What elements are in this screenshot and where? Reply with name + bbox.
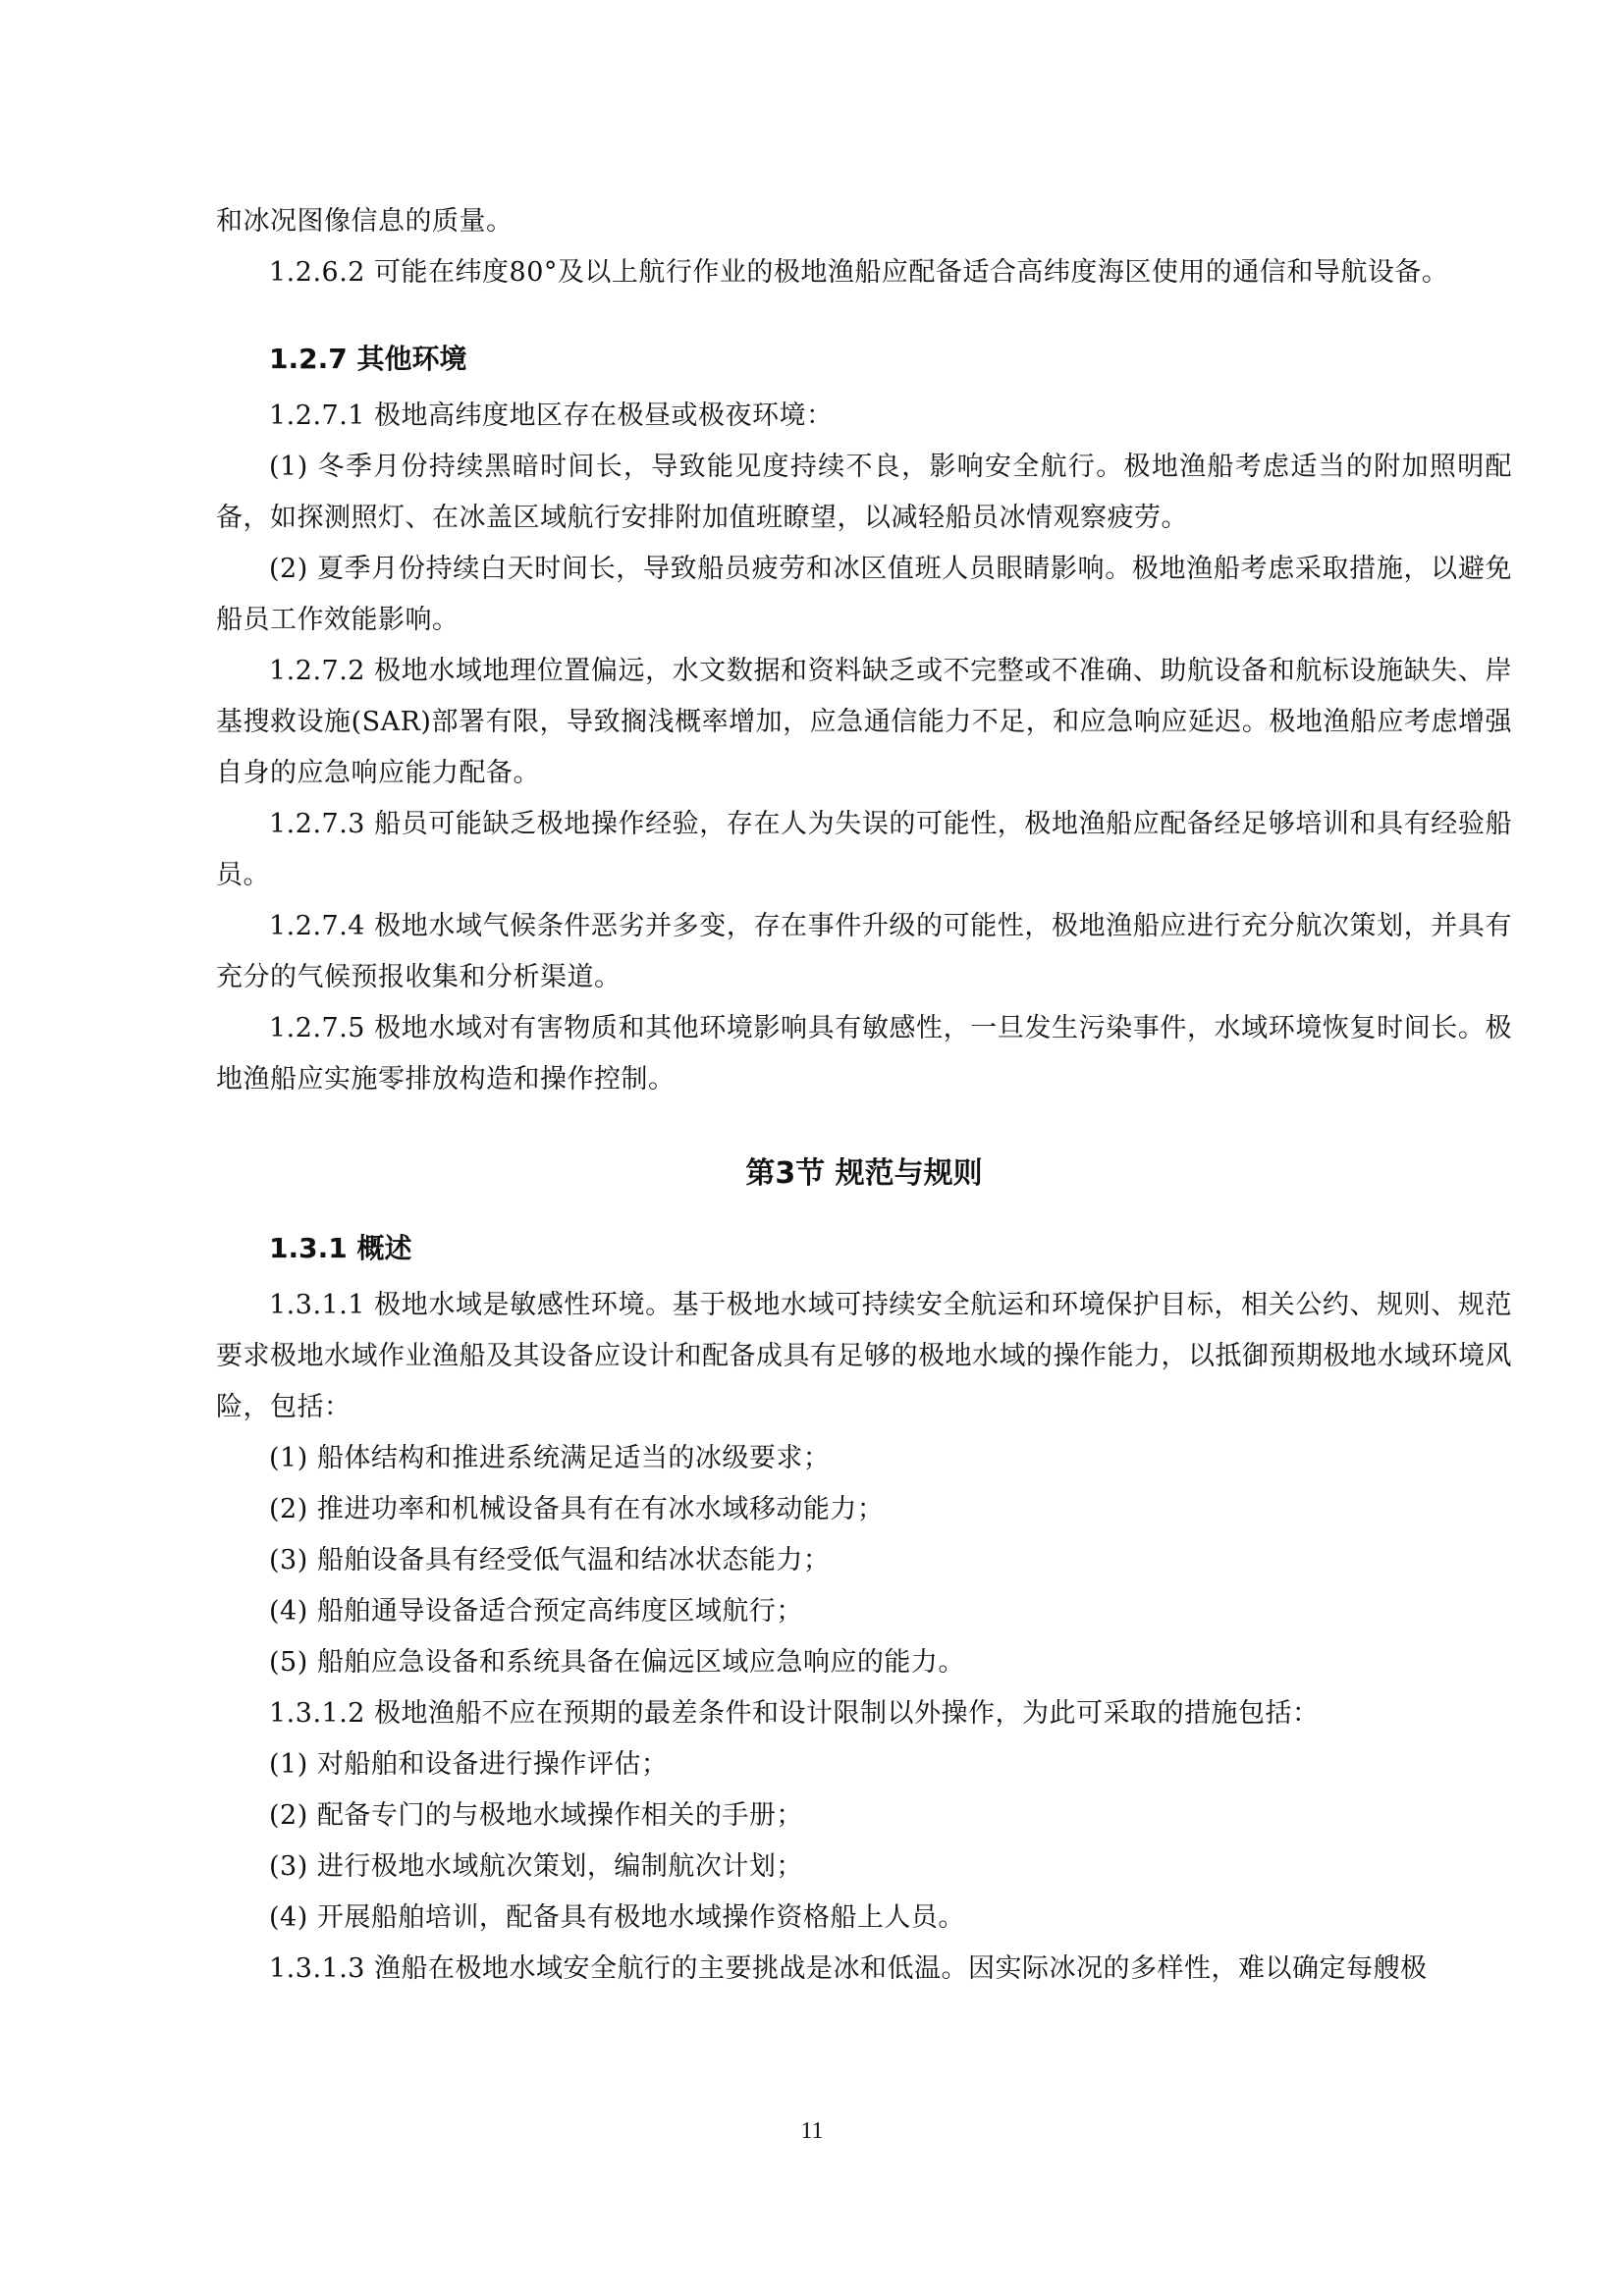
paragraph-1-3-1-1: 1.3.1.1 极地水域是敏感性环境。基于极地水域可持续安全航运和环境保护目标，相关公约、规则、规范要求极地水域作业渔船及其设备应设计和配备成具有足够的极地水域的操作能力，以抵御预期极地水域环境风险，包括： xyxy=(216,1290,1512,1422)
list-item-1-3-1-1-1: (1) 船体结构和推进系统满足适当的冰级要求； xyxy=(269,1443,831,1473)
paragraph-1-2-7-1: 1.2.7.1 极地高纬度地区存在极昼或极夜环境： xyxy=(269,400,834,431)
heading-1-3-1: 1.3.1 概述 xyxy=(269,1232,412,1264)
document-body xyxy=(216,196,1512,1995)
paragraph-1-2-7-3: 1.2.7.3 船员可能缺乏极地操作经验，存在人为失误的可能性，极地渔船应配备经足够培训和具有经验船员。 xyxy=(216,809,1512,890)
list-item-1-2-7-1-1: (1) 冬季月份持续黑暗时间长，导致能见度持续不良，影响安全航行。极地渔船考虑适当的附加照明配备，如探测照灯、在冰盖区域航行安排附加值班瞭望，以减轻船员冰情观察疲劳。 xyxy=(216,452,1512,533)
list-item-1-3-1-2-3: (3) 进行极地水域航次策划，编制航次计划； xyxy=(269,1851,803,1882)
list-item-1-3-1-1-2: (2) 推进功率和机械设备具有在有冰水域移动能力； xyxy=(269,1494,885,1524)
list-item-1-3-1-2-1: (1) 对船舶和设备进行操作评估； xyxy=(269,1749,669,1780)
list-item-1-3-1-2-2: (2) 配备专门的与极地水域操作相关的手册； xyxy=(269,1800,803,1831)
heading-1-2-7: 1.2.7 其他环境 xyxy=(269,343,467,375)
list-item-1-3-1-1-5: (5) 船舶应急设备和系统具备在偏远区域应急响应的能力。 xyxy=(269,1647,965,1678)
list-item-1-2-7-1-2: (2) 夏季月份持续白天时间长，导致船员疲劳和冰区值班人员眼睛影响。极地渔船考虑采取措施，以避免船员工作效能影响。 xyxy=(216,554,1512,635)
paragraph-1-2-7-5: 1.2.7.5 极地水域对有害物质和其他环境影响具有敏感性，一旦发生污染事件，水域环境恢复时间长。极地渔船应实施零排放构造和操作控制。 xyxy=(216,1013,1512,1095)
page-number: 11 xyxy=(800,2118,824,2144)
paragraph-1-3-1-2: 1.3.1.2 极地渔船不应在预期的最差条件和设计限制以外操作，为此可采取的措施包括： xyxy=(269,1698,1320,1729)
paragraph-continuation: 和冰况图像信息的质量。 xyxy=(216,206,514,237)
list-item-1-3-1-2-4: (4) 开展船舶培训，配备具有极地水域操作资格船上人员。 xyxy=(269,1902,965,1933)
paragraph-1-2-6-2: 1.2.6.2 可能在纬度80°及以上航行作业的极地渔船应配备适合高纬度海区使用的通信和导航设备。 xyxy=(269,257,1449,288)
list-item-1-3-1-1-4: (4) 船舶通导设备适合预定高纬度区域航行； xyxy=(269,1596,803,1627)
paragraph-1-2-7-4: 1.2.7.4 极地水域气候条件恶劣并多变，存在事件升级的可能性，极地渔船应进行充分航次策划，并具有充分的气候预报收集和分析渠道。 xyxy=(216,911,1512,992)
list-item-1-3-1-1-3: (3) 船舶设备具有经受低气温和结冰状态能力； xyxy=(269,1545,831,1575)
paragraph-1-3-1-3: 1.3.1.3 渔船在极地水域安全航行的主要挑战是冰和低温。因实际冰况的多样性，难以确定每艘极 xyxy=(269,1953,1428,1984)
paragraph-1-2-7-2: 1.2.7.2 极地水域地理位置偏远，水文数据和资料缺乏或不完整或不准确、助航设备和航标设施缺失、岸基搜救设施(SAR)部署有限，导致搁浅概率增加，应急通信能力不足，和应急响应延迟。极地渔船应考虑增强自身的应急响应能力配备。 xyxy=(216,656,1512,788)
section-3-title: 第3节 规范与规则 xyxy=(745,1156,983,1191)
